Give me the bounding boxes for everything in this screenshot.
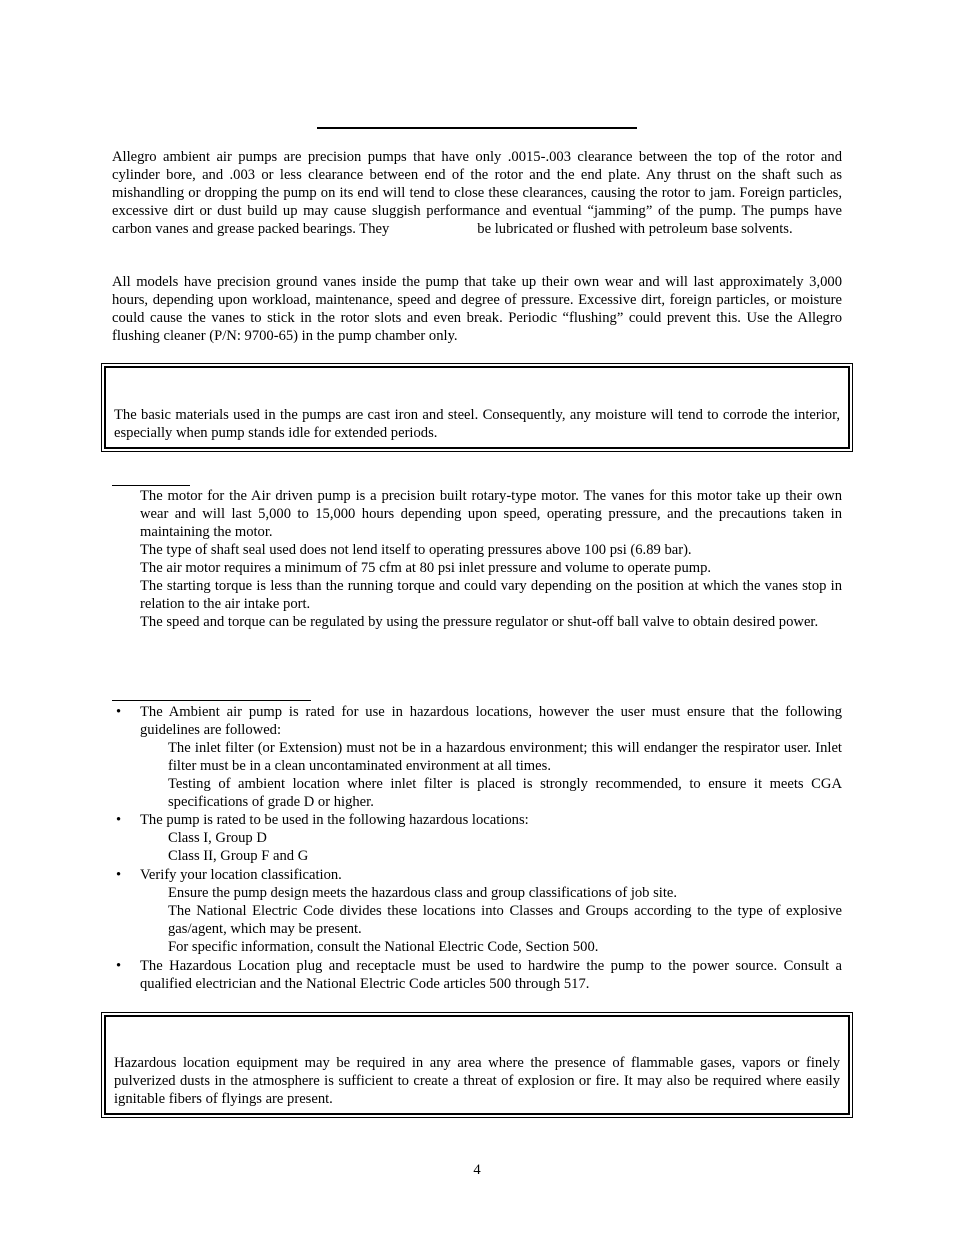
motor-item: The type of shaft seal used does not lend itself to operating pressures above 100 psi (6.89 bar). <box>140 542 692 558</box>
motor-section <box>140 487 842 631</box>
hazard-subitem: Testing of ambient location where inlet filter is placed is strongly recommended, to ensure it meets CGA specifications of grade D or higher. <box>168 776 842 810</box>
hazard-section <box>116 703 842 993</box>
hazard-subitem: Class I, Group D <box>168 830 267 846</box>
motor-item: The speed and torque can be regulated by using the pressure regulator or shut-off ball valve to obtain desired power. <box>140 614 819 630</box>
bullet-icon: • <box>116 958 122 974</box>
section-underline-motor <box>112 485 190 486</box>
notice-text: The basic materials used in the pumps are cast iron and steel. Consequently, any moisture will tend to corrode the interior, especially when pump stands idle for extended periods. <box>114 407 840 441</box>
motor-item: The starting torque is less than the running torque and could vary depending on the position at which the vanes stop in relation to the air intake port. <box>140 578 842 612</box>
hazard-subitem: Ensure the pump design meets the hazardous class and group classifications of job site. <box>168 885 678 901</box>
hazard-subitem: Class II, Group F and G <box>168 848 309 864</box>
motor-item: The motor for the Air driven pump is a precision built rotary-type motor. The vanes for this motor take up their own wear and will last 5,000 to 15,000 hours depending upon speed, operating pressure, and the precautions taken in maintaining the motor. <box>140 488 842 540</box>
notice-box-hazardous <box>101 1012 853 1118</box>
notice-box-corrosion <box>101 363 853 452</box>
motor-item: The air motor requires a minimum of 75 cfm at 80 psi inlet pressure and volume to operate pump. <box>140 560 712 576</box>
hazard-bullet: • The Ambient air pump is rated for use in hazardous locations, however the user must ensure that the following guidelines are followed: <box>116 704 842 738</box>
title-underline <box>317 127 637 129</box>
section-underline-hazard <box>112 700 311 701</box>
bullet-icon: • <box>116 704 122 720</box>
hazard-subitem: The inlet filter (or Extension) must not be in a hazardous environment; this will endanger the respirator user. Inlet filter must be in a clean uncontaminated environment at all times. <box>168 740 842 774</box>
intro-text-1b: be lubricated or flushed with petroleum base solvents. <box>477 221 793 237</box>
hazard-bullet: • Verify your location classification. <box>116 867 342 883</box>
intro-text-1: Allegro ambient air pumps are precision pumps that have only .0015-.003 clearance between the top of the rotor and cylinder bore, and .003 or less clearance between end of the rotor and the end plate. Any thrust on the shaft such as mishandling or dropping the pump on its end will tend to close these clearances, causing the rotor to jam. Foreign particles, excessive dirt or dust build up may cause sluggish performance and eventual “jamming” of the pump. The pumps have carbon vanes and grease packed bearings. They <box>112 149 842 237</box>
intro-paragraph-1 <box>112 148 842 238</box>
bullet-icon: • <box>116 867 122 883</box>
hazard-subitem: The National Electric Code divides these locations into Classes and Groups according to the type of explosive gas/agent, which may be present. <box>168 903 842 937</box>
intro-paragraph-2: All models have precision ground vanes inside the pump that take up their own wear and will last approximately 3,000 hours, depending upon workload, maintenance, speed and degree of pressure. Excessive dirt, foreign particles, or moisture could cause the vanes to stick in the rotor slots and even break. Periodic “flushing” could prevent this. Use the Allegro flushing cleaner (P/N: 9700-65) in the pump chamber only. <box>112 274 842 344</box>
hazard-bullet: • The pump is rated to be used in the following hazardous locations: <box>116 812 529 828</box>
hazard-subitem: For specific information, consult the National Electric Code, Section 500. <box>168 939 599 955</box>
page-number: 4 <box>473 1162 481 1178</box>
hazard-bullet: • The Hazardous Location plug and receptacle must be used to hardwire the pump to the power source. Consult a qualified electrician and the National Electric Code articles 500 through 517. <box>116 958 842 992</box>
bullet-icon: • <box>116 812 122 828</box>
notice-text: Hazardous location equipment may be required in any area where the presence of flammable gases, vapors or finely pulverized dusts in the atmosphere is sufficient to create a threat of explosion or fire. It may also be required where easily ignitable fibers of flyings are present. <box>114 1055 840 1107</box>
